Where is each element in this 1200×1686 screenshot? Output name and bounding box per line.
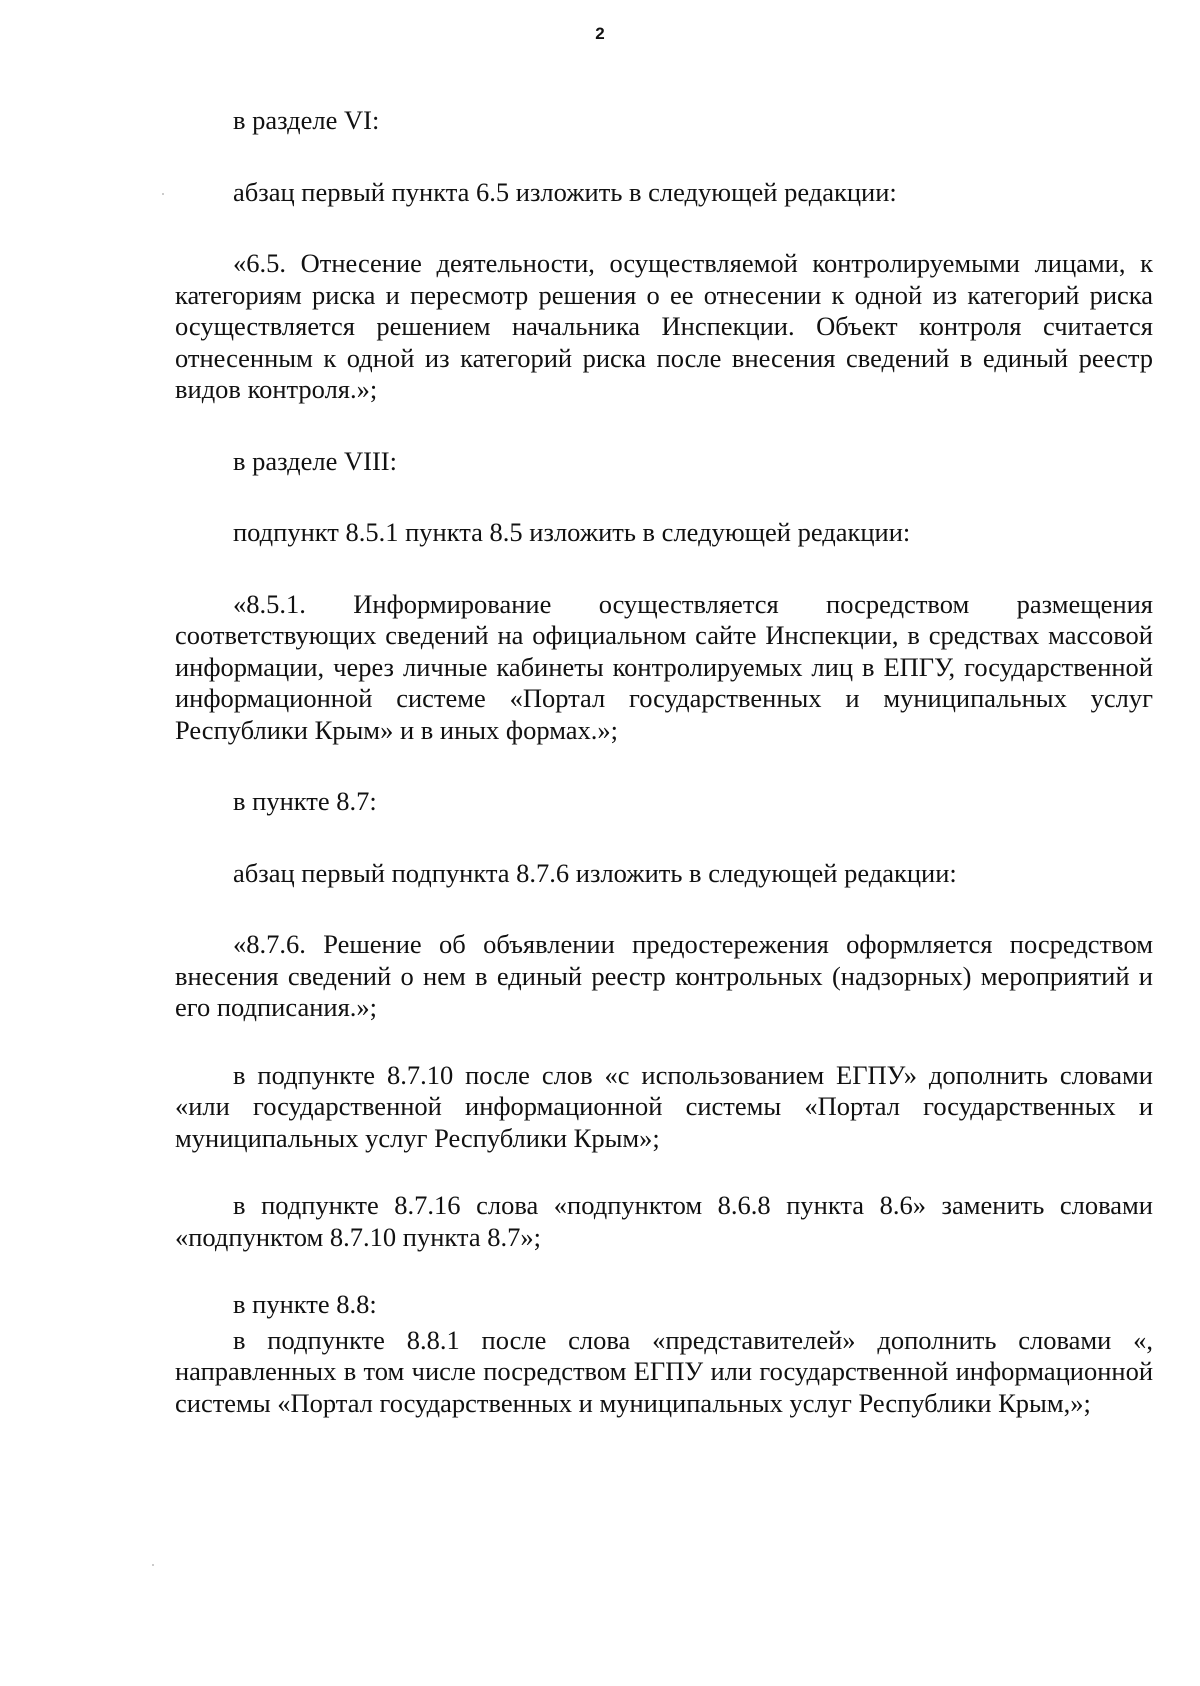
amendment-text: «8.5.1. Информирование осуществляется посредством размещения соответствующих сведений на официальном сайте Инспекции, в средствах массовой информации, через личные кабинеты контролируемых лиц в ЕПГУ, государственной информационной системе «Портал государственных и муниципальных услуг Республики Крым» и в иных формах.»; — [175, 588, 1153, 745]
amendment-text: в подпункте 8.8.1 после слова «представителей» дополнить словами «, направленных в том числе посредством ЕГПУ или государственной информационной системы «Портал государственных и муниципальных услуг Республики Крым,»; — [175, 1324, 1153, 1418]
amendment-text: «8.7.6. Решение об объявлении предостережения оформляется посредством внесения сведений о нем в единый реестр контрольных (надзорных) мероприятий и его подписания.»; — [175, 929, 1153, 1022]
amendment-instruction: подпункт 8.5.1 пункта 8.5 изложить в следующей редакции: — [233, 517, 911, 547]
page-number: 2 — [595, 24, 605, 43]
scan-speck — [162, 193, 164, 195]
section-heading: в разделе VIII: — [233, 445, 397, 476]
amendment-text: в подпункте 8.7.16 слова «подпунктом 8.6.8 пункта 8.6» заменить словами «подпунктом 8.7.10 пункта 8.7»; — [175, 1190, 1153, 1252]
amendment-instruction: абзац первый пункта 6.5 изложить в следующей редакции: — [233, 176, 897, 207]
document-body — [175, 105, 1153, 1419]
section-heading: в разделе VI: — [233, 105, 380, 135]
amendment-text: «6.5. Отнесение деятельности, осуществляемой контролируемыми лицами, к категориям риска и пересмотр решения о ее отнесении к одной из категорий риска осуществляется решением начальника Инспекции. Объект контроля считается отнесенным к одной из категорий риска после внесения сведений в единый реестр видов контроля.»; — [175, 248, 1153, 404]
section-heading: в пункте 8.7: — [233, 786, 377, 816]
amendment-instruction: абзац первый подпункта 8.7.6 изложить в следующей редакции: — [233, 857, 957, 888]
scan-speck — [152, 1564, 154, 1566]
amendment-text: в подпункте 8.7.10 после слов «с использованием ЕГПУ» дополнить словами «или государственной информационной системы «Портал государственных и муниципальных услуг Республики Крым»; — [175, 1059, 1153, 1153]
section-heading: в пункте 8.8: — [233, 1289, 377, 1319]
